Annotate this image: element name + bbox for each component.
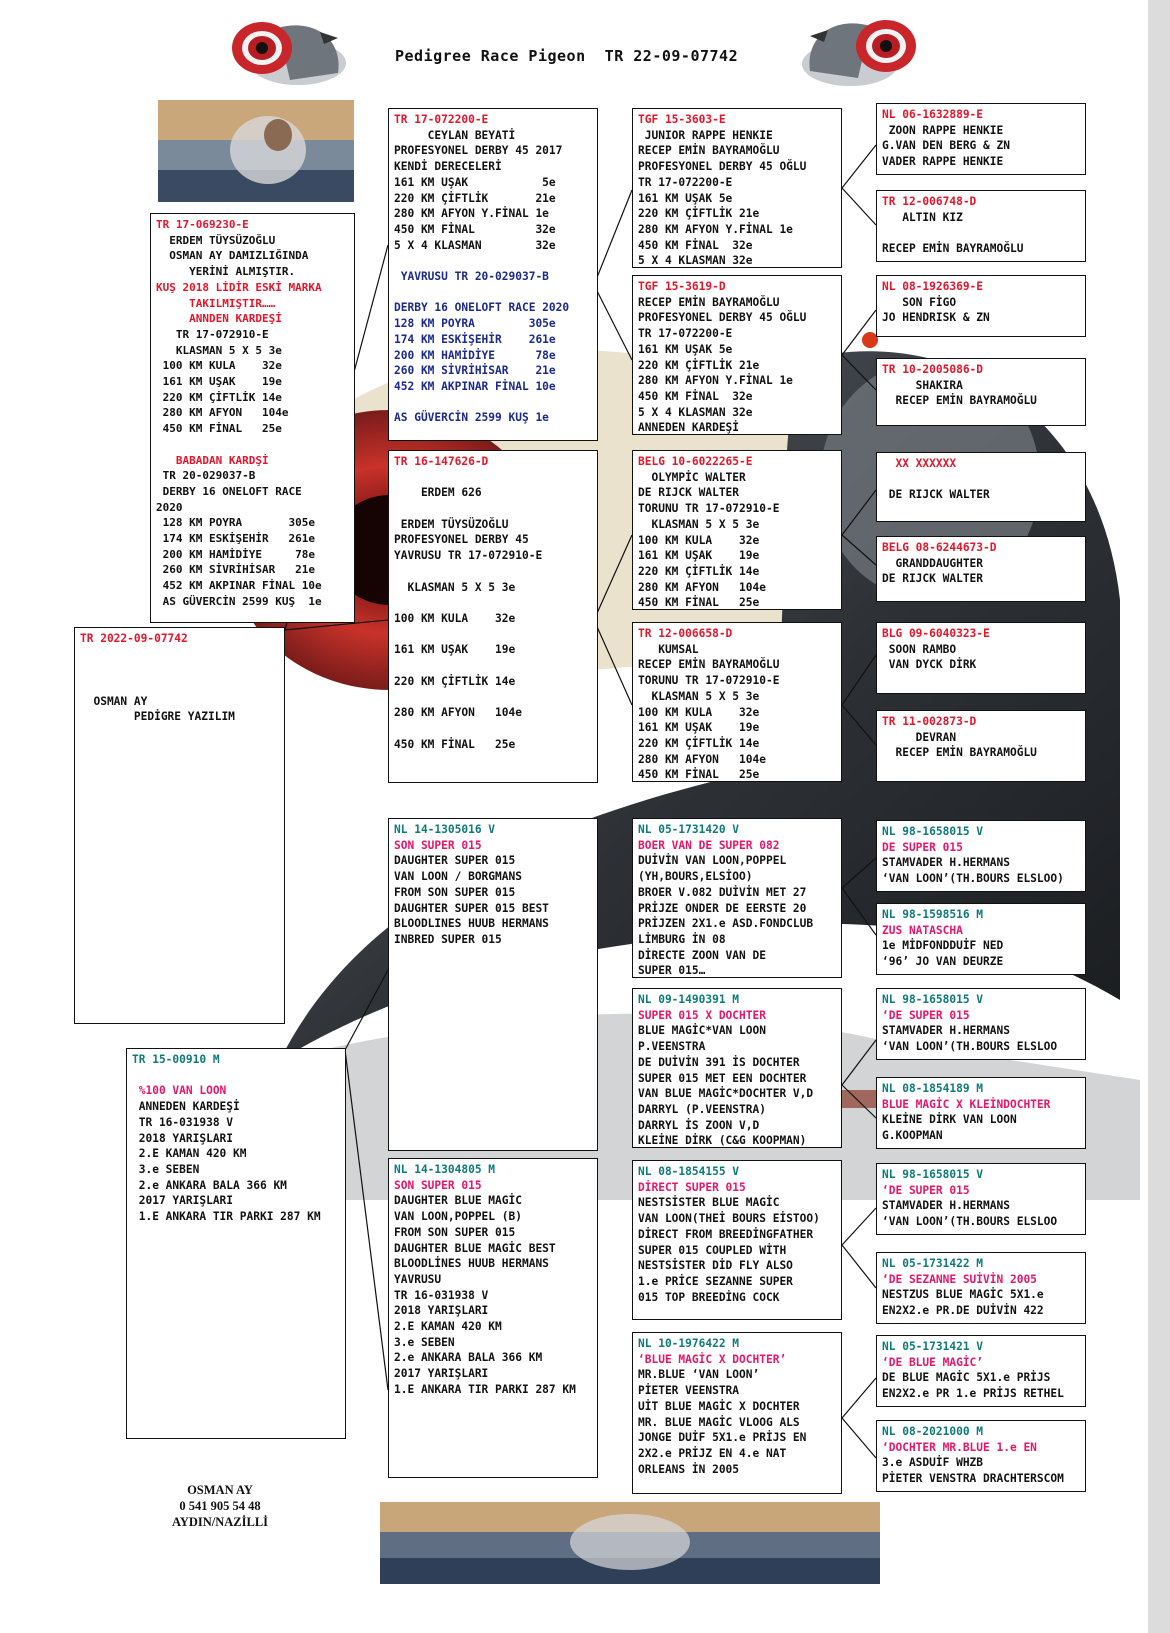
ggp-2-line (882, 225, 1080, 241)
half-sister-box (126, 1048, 346, 1439)
son-super-1-line: BLOODLINES HUUB HERMANS (394, 917, 549, 931)
great-grandparent-12-box (876, 1077, 1086, 1149)
son-super-2-line: 2018 YARIŞLARI (394, 1304, 489, 1318)
left-brother-line: 2020 (156, 500, 183, 514)
g-dam-sire-line: TORUNU TR 17-072910-E (638, 502, 780, 516)
son-super-2-line: FROM SON SUPER 015 (394, 1225, 516, 1239)
ggp-6-line: DE RIJCK WALTER (882, 572, 984, 586)
ggp-10-line: ‘96’ JO VAN DEURZE (882, 955, 1004, 969)
ggp-10-line: ZUS NATASCHA (882, 923, 963, 937)
dam-2-box (388, 1158, 598, 1478)
g-sire-dam-line: 5 X 4 KLASMAN 32e (638, 405, 753, 419)
left-brother-line: TR 20-029037-B (156, 469, 256, 483)
blue-magic-x-dochter-line: 2X2.e PRİJZ EN 4.e NAT (638, 1446, 787, 1460)
g-sire-dam-line: ANNEDEN KARDEŞİ (638, 421, 740, 435)
ggp-15-line: DE BLUE MAGİC 5X1.e PRİJS (882, 1371, 1051, 1385)
main-bird-box (74, 627, 285, 1024)
great-grandparent-14-box (876, 1252, 1086, 1324)
direct-super-line: NL 08-1854155 V (638, 1165, 740, 1178)
g-sire-dam-line: RECEP EMİN BAYRAMOĞLU (638, 295, 780, 309)
ggp-8-line: DEVRAN (882, 730, 957, 744)
dam-line: TR 16-147626-D (394, 455, 489, 468)
dam-line (394, 689, 592, 705)
left-brother-line: TR 17-072910-E (156, 327, 269, 341)
dam-line (394, 595, 592, 611)
granddam-3-box (632, 988, 842, 1148)
left-brother-line: DERBY 16 ONELOFT RACE (156, 484, 302, 498)
blue-magic-x-dochter-line: MR.BLUE ‘VAN LOON’ (638, 1368, 760, 1382)
ggp-13-line: STAMVADER H.HERMANS (882, 1199, 1010, 1213)
ggp-3-line: JO HENDRISK & ZN (882, 311, 990, 325)
main-bird-line: OSMAN AY (80, 694, 148, 708)
ggp-6-line: BELG 08-6244673-D (882, 541, 997, 554)
son-super-2-line: 2.e ANKARA BALA 366 KM (394, 1351, 543, 1365)
boer-van-de-super-line: BOER VAN DE SUPER 082 (638, 838, 780, 852)
g-dam-dam-line: TORUNU TR 17-072910-E (638, 674, 780, 688)
ggp-15-line: ‘DE BLUE MAGİC’ (882, 1355, 984, 1369)
sire-line: 260 KM SİVRİHİSAR 21e (394, 364, 556, 378)
dam-line: PROFESYONEL DERBY 45 (394, 533, 529, 547)
main-bird-line: PEDİGRE YAZILIM (80, 710, 235, 724)
direct-super-line: 1.e PRİCE SEZANNE SUPER (638, 1274, 793, 1288)
left-sister-line: 3.e SEBEN (132, 1162, 200, 1176)
direct-super-line: 015 TOP BREEDİNG COCK (638, 1290, 780, 1304)
sire-line: KENDİ DERECELERİ (394, 160, 502, 174)
ggp-14-line: NESTZUS BLUE MAGİC 5X1.e (882, 1288, 1044, 1302)
dam-line: YAVRUSU TR 17-072910-E (394, 549, 543, 563)
ggp-13-line: NL 98-1658015 V (882, 1168, 984, 1181)
ggp-1-line: VADER RAPPE HENKIE (882, 155, 1004, 169)
g-sire-sire-line: 5 X 4 KLASMAN 32e (638, 254, 753, 268)
son-super-2-line: SON SUPER 015 (394, 1178, 482, 1192)
ggp-7-line: SOON RAMBO (882, 642, 957, 656)
sire-line: YAVRUSU TR 20-029037-B (394, 270, 549, 284)
ggp-13-line: ‘VAN LOON’(TH.BOURS ELSLOO (882, 1215, 1058, 1229)
ggp-12-line: NL 08-1854189 M (882, 1082, 984, 1095)
g-dam-dam-line: KLASMAN 5 X 5 3e (638, 689, 760, 703)
left-brother-line: TR 17-069230-E (156, 218, 249, 231)
left-sister-line: ANNEDEN KARDEŞİ (132, 1100, 240, 1114)
sire-line: PROFESYONEL DERBY 45 2017 (394, 144, 563, 158)
left-brother-line: 450 KM FİNAL 25e (156, 422, 282, 436)
ggp-14-line: ‘DE SEZANNE SUİVİN 2005 (882, 1272, 1037, 1286)
ggp-10-line: 1e MİDFONDDUİF NED (882, 939, 1004, 953)
son-super-2-line: TR 16-031938 V (394, 1288, 489, 1302)
granddam-2-box (632, 622, 842, 782)
dam-line: 280 KM AFYON 104e (394, 706, 522, 720)
g-sire-sire-line: PROFESYONEL DERBY 45 OĞLU (638, 160, 807, 174)
sire-line: 200 KM HAMİDİYE 78e (394, 348, 556, 362)
son-super-2-line: DAUGHTER BLUE MAGİC BEST (394, 1241, 556, 1255)
left-brother-line: ANNDEN KARDEŞİ (156, 312, 282, 326)
left-sister-line: 2.E KAMAN 420 KM (132, 1147, 247, 1161)
ggp-9-line: DE SUPER 015 (882, 840, 963, 854)
direct-super-line: DİRECT FROM BREEDİNGFATHER (638, 1227, 814, 1241)
grandsire-1-box (632, 108, 842, 268)
great-grandparent-3-box (876, 275, 1086, 337)
g-dam-sire-line: 280 KM AFYON 104e (638, 580, 766, 594)
g-sire-sire-line: RECEP EMİN BAYRAMOĞLU (638, 144, 780, 158)
g-sire-sire-line: 161 KM UŞAK 5e (638, 191, 733, 205)
ggp-12-line: G.KOOPMAN (882, 1129, 943, 1143)
g-sire-sire-line: 280 KM AFYON Y.FİNAL 1e (638, 222, 793, 236)
g-sire-dam-line: 220 KM ÇİFTLİK 21e (638, 358, 760, 372)
dam-line (394, 470, 592, 486)
boer-van-de-super-line: (YH,BOURS,ELSİOO) (638, 870, 753, 884)
ggp-2-line: RECEP EMİN BAYRAMOĞLU (882, 242, 1024, 256)
dam-line: KLASMAN 5 X 5 3e (394, 580, 516, 594)
great-grandparent-15-box (876, 1335, 1086, 1407)
super-x-dochter-line: DE DUİVİN 391 İS DOCHTER (638, 1055, 800, 1069)
great-grandparent-16-box (876, 1420, 1086, 1492)
left-brother-line: OSMAN AY DAMIZLIĞINDA (156, 249, 309, 263)
sire-line: DERBY 16 ONELOFT RACE 2020 (394, 301, 570, 315)
main-bird-line (80, 678, 279, 694)
sire-line: TR 17-072200-E (394, 113, 489, 126)
dam-line: 220 KM ÇİFTLİK 14e (394, 674, 516, 688)
great-grandparent-4-box (876, 358, 1086, 426)
ggp-14-line: NL 05-1731422 M (882, 1257, 984, 1270)
g-dam-sire-line: KLASMAN 5 X 5 3e (638, 517, 760, 531)
g-dam-dam-line: 280 KM AFYON 104e (638, 752, 766, 766)
g-sire-dam-line: TGF 15-3619-D (638, 280, 726, 293)
left-sister-line (132, 1068, 340, 1084)
left-brother-line: YERİNİ ALMIŞTIR. (156, 265, 296, 279)
g-dam-sire-line: DE RIJCK WALTER (638, 486, 740, 500)
direct-super-line: VAN LOON(THEİ BOURS EİSTOO) (638, 1212, 820, 1226)
breeder-contact (150, 1482, 290, 1530)
g-sire-sire-line: TGF 15-3603-E (638, 113, 726, 126)
g-sire-dam-line: 280 KM AFYON Y.FİNAL 1e (638, 374, 793, 388)
grandsire-2-box (632, 450, 842, 610)
dam-line: ERDEM 626 (394, 486, 482, 500)
left-sister-line: 2018 YARIŞLARI (132, 1131, 234, 1145)
great-grandparent-11-box (876, 988, 1086, 1060)
granddam-1-box (632, 275, 842, 435)
ggp-10-line: NL 98-1598516 M (882, 908, 984, 921)
son-super-2-line: NL 14-1304805 M (394, 1163, 496, 1176)
left-brother-line (156, 437, 349, 453)
left-brother-line: 200 KM HAMİDİYE 78e (156, 547, 315, 561)
page-title: Pedigree Race Pigeon TR 22-09-07742 (395, 47, 739, 65)
great-grandparent-10-box (876, 903, 1086, 975)
super-x-dochter-line: P.VEENSTRA (638, 1040, 706, 1054)
ggp-1-line: G.VAN DEN BERG & ZN (882, 139, 1010, 153)
boer-van-de-super-line: LİMBURG İN 08 (638, 932, 726, 946)
ggp-5-line (882, 472, 1080, 488)
super-x-dochter-line: KLEİNE DİRK (C&G KOOPMAN) (638, 1134, 807, 1148)
ggp-3-line: SON FİGO (882, 295, 957, 309)
g-sire-sire-line: 450 KM FİNAL 32e (638, 238, 753, 252)
great-grandparent-5-box (876, 452, 1086, 522)
boer-van-de-super-line: PRİJZEN 2X1.e ASD.FONDCLUB (638, 917, 814, 931)
g-sire-sire-line: JUNIOR RAPPE HENKIE (638, 128, 773, 142)
main-bird-line (80, 647, 279, 663)
g-sire-dam-line: PROFESYONEL DERBY 45 OĞLU (638, 311, 807, 325)
ggp-15-line: NL 05-1731421 V (882, 1340, 984, 1353)
left-sister-line: 1.E ANKARA TIR PARKI 287 KM (132, 1210, 321, 1224)
ggp-7-line: BLG 09-6040323-E (882, 627, 990, 640)
left-brother-line: 100 KM KULA 32e (156, 359, 282, 373)
dam-line: ERDEM TÜYSÜZOĞLU (394, 517, 509, 531)
ggp-16-line: NL 08-2021000 M (882, 1425, 984, 1438)
left-sister-line: TR 16-031938 V (132, 1115, 234, 1129)
direct-super-line: NESTSİSTER DİD FLY ALSO (638, 1259, 793, 1273)
dam-line (394, 501, 592, 517)
ggp-16-line: 3.e ASDUİF WHZB (882, 1456, 984, 1470)
sire-line: 128 KM POYRA 305e (394, 317, 556, 331)
dam-line (394, 564, 592, 580)
sire-line (394, 285, 592, 301)
g-dam-dam-line: 450 KM FİNAL 25e (638, 768, 760, 782)
granddam-4-box (632, 1332, 842, 1494)
blue-magic-x-dochter-line: ORLEANS İN 2005 (638, 1462, 740, 1476)
g-dam-dam-line: 161 KM UŞAK 19e (638, 721, 760, 735)
blue-magic-x-dochter-line: MR. BLUE MAGİC VLOOG ALS (638, 1415, 800, 1429)
ggp-9-line: STAMVADER H.HERMANS (882, 856, 1010, 870)
sire-2-box (388, 818, 598, 1151)
dam-line: 100 KM KULA 32e (394, 611, 516, 625)
left-brother-line: KLASMAN 5 X 5 3e (156, 343, 282, 357)
grandsire-3-box (632, 818, 842, 978)
g-sire-sire-line: TR 17-072200-E (638, 175, 733, 189)
ggp-5-line: DE RIJCK WALTER (882, 488, 990, 502)
g-dam-sire-line: 161 KM UŞAK 19e (638, 549, 760, 563)
direct-super-line: DİRECT SUPER 015 (638, 1180, 746, 1194)
left-brother-line: 161 KM UŞAK 19e (156, 375, 282, 389)
ggp-11-line: NL 98-1658015 V (882, 993, 984, 1006)
ggp-14-line: EN2X2.e PR.DE DUİVİN 422 (882, 1304, 1044, 1318)
left-brother-line: 452 KM AKPINAR FİNAL 10e (156, 579, 322, 593)
left-sister-line: TR 15-00910 M (132, 1053, 220, 1066)
super-x-dochter-line: DARRYL İS ZOON V,D (638, 1118, 760, 1132)
sire-line: CEYLAN BEYATİ (394, 128, 516, 142)
g-dam-dam-line: 220 KM ÇİFTLİK 14e (638, 736, 760, 750)
left-brother-line: BABADAN KARDŞİ (156, 453, 269, 467)
ggp-13-line: ‘DE SUPER 015 (882, 1183, 970, 1197)
direct-super-line: SUPER 015 COUPLED WİTH (638, 1243, 787, 1257)
super-x-dochter-line: SUPER 015 MET EEN DOCHTER (638, 1071, 807, 1085)
ggp-12-line: KLEİNE DİRK VAN LOON (882, 1113, 1017, 1127)
son-super-1-line: NL 14-1305016 V (394, 823, 496, 836)
g-dam-sire-line: 220 KM ÇİFTLİK 14e (638, 564, 760, 578)
son-super-2-line: 3.e SEBEN (394, 1335, 455, 1349)
left-brother-line: AS GÜVERCİN 2599 KUŞ 1e (156, 594, 322, 608)
great-grandparent-1-box (876, 103, 1086, 175)
ggp-16-line: ‘DOCHTER MR.BLUE 1.e EN (882, 1440, 1037, 1454)
ggp-1-line: NL 06-1632889-E (882, 108, 984, 121)
super-x-dochter-line: VAN BLUE MAGİC*DOCHTER V,D (638, 1087, 814, 1101)
left-brother-line: 280 KM AFYON 104e (156, 406, 289, 420)
great-grandparent-13-box (876, 1163, 1086, 1235)
son-super-2-line: BLOODLİNES HUUB HERMANS (394, 1257, 549, 1271)
g-dam-sire-line: 450 KM FİNAL 25e (638, 596, 760, 610)
half-brother-box (150, 213, 355, 623)
ggp-3-line: NL 08-1926369-E (882, 280, 984, 293)
boer-van-de-super-line: DİRECTE ZOON VAN DE (638, 948, 766, 962)
ggp-6-line: GRANDDAUGHTER (882, 556, 984, 570)
blue-magic-x-dochter-line: PİETER VEENSTRA (638, 1384, 740, 1398)
great-grandparent-9-box (876, 820, 1086, 892)
sire-line (394, 253, 592, 269)
g-dam-dam-line: RECEP EMİN BAYRAMOĞLU (638, 658, 780, 672)
left-sister-line: 2017 YARIŞLARI (132, 1194, 234, 1208)
ggp-1-line: ZOON RAPPE HENKIE (882, 123, 1004, 137)
great-grandparent-2-box (876, 190, 1086, 262)
son-super-1-line: INBRED SUPER 015 (394, 932, 502, 946)
ggp-12-line: BLUE MAGİC X KLEİNDOCHTER (882, 1097, 1051, 1111)
sire-line: 450 KM FİNAL 32e (394, 222, 556, 236)
g-sire-sire-line: 220 KM ÇİFTLİK 21e (638, 207, 760, 221)
main-bird-line (80, 662, 279, 678)
left-brother-line: TAKILMIŞTIR…… (156, 296, 276, 310)
left-sister-line: 2.e ANKARA BALA 366 KM (132, 1178, 287, 1192)
boer-van-de-super-line: DUİVİN VAN LOON,POPPEL (638, 854, 787, 868)
sire-line: 220 KM ÇİFTLİK 21e (394, 191, 556, 205)
son-super-2-line: 2017 YARIŞLARI (394, 1367, 489, 1381)
ggp-4-line: SHAKIRA (882, 378, 963, 392)
super-x-dochter-line: BLUE MAGİC*VAN LOON (638, 1024, 766, 1038)
sire-line: 174 KM ESKİŞEHİR 261e (394, 332, 556, 346)
breeder-name: OSMAN AY (187, 1483, 253, 1497)
dam-line (394, 627, 592, 643)
breeder-phone: 0 541 905 54 48 (179, 1499, 261, 1513)
great-grandparent-6-box (876, 536, 1086, 602)
ggp-15-line: EN2X2.e PR 1.e PRİJS RETHEL (882, 1387, 1064, 1401)
ggp-9-line: NL 98-1658015 V (882, 825, 984, 838)
left-brother-line: 220 KM ÇİFTLİK 14e (156, 390, 282, 404)
son-super-2-line: DAUGHTER BLUE MAGİC (394, 1194, 522, 1208)
boer-van-de-super-line: PRİJZE ONDER DE EERSTE 20 (638, 901, 807, 915)
blue-magic-x-dochter-line: JONGE DUİF 5X1.e PRİJS EN (638, 1431, 807, 1445)
dam-box (388, 450, 598, 783)
ggp-8-line: TR 11-002873-D (882, 715, 977, 728)
ggp-11-line: ‘VAN LOON’(TH.BOURS ELSLOO (882, 1040, 1058, 1054)
son-super-2-line: YAVRUSU (394, 1272, 442, 1286)
great-grandparent-7-box (876, 622, 1086, 694)
sire-line: 161 KM UŞAK 5e (394, 175, 556, 189)
g-dam-dam-line: 100 KM KULA 32e (638, 705, 760, 719)
left-brother-line: 174 KM ESKİŞEHİR 261e (156, 532, 315, 546)
ggp-7-line: VAN DYCK DİRK (882, 658, 977, 672)
blue-magic-x-dochter-line: ‘BLUE MAGİC X DOCHTER’ (638, 1352, 787, 1366)
main-bird-line: TR 2022-09-07742 (80, 632, 188, 645)
ggp-5-line: XX XXXXXX (882, 457, 957, 470)
boer-van-de-super-line: BROER V.082 DUİVİN MET 27 (638, 885, 807, 899)
ggp-11-line: ‘DE SUPER 015 (882, 1008, 970, 1022)
super-x-dochter-line: DARRYL (P.VEENSTRA) (638, 1102, 766, 1116)
g-dam-dam-line: KUMSAL (638, 642, 699, 656)
super-x-dochter-line: SUPER 015 X DOCHTER (638, 1008, 766, 1022)
ggp-2-line: TR 12-006748-D (882, 195, 977, 208)
left-brother-line: ERDEM TÜYSÜZOĞLU (156, 233, 276, 247)
son-super-1-line: DAUGHTER SUPER 015 (394, 854, 516, 868)
dam-line: 161 KM UŞAK 19e (394, 643, 516, 657)
sire-line: 280 KM AFYON Y.FİNAL 1e (394, 207, 549, 221)
g-sire-dam-line: TR 17-072200-E (638, 327, 733, 341)
dam-line (394, 658, 592, 674)
ggp-9-line: ‘VAN LOON’(TH.BOURS ELSLOO) (882, 872, 1064, 886)
son-super-2-line: 2.E KAMAN 420 KM (394, 1320, 502, 1334)
left-sister-line: %100 VAN LOON (132, 1084, 227, 1098)
g-dam-sire-line: 100 KM KULA 32e (638, 533, 760, 547)
ggp-11-line: STAMVADER H.HERMANS (882, 1024, 1010, 1038)
dam-line: 450 KM FİNAL 25e (394, 737, 516, 751)
ggp-8-line: RECEP EMİN BAYRAMOĞLU (882, 746, 1037, 760)
ggp-2-line: ALTIN KIZ (882, 210, 963, 224)
blue-magic-x-dochter-line: UİT BLUE MAGİC X DOCHTER (638, 1399, 800, 1413)
left-brother-line: KUŞ 2018 LİDİR ESKİ MARKA (156, 280, 322, 294)
sire-line: 5 X 4 KLASMAN 32e (394, 238, 556, 252)
son-super-2-line: VAN LOON,POPPEL (B) (394, 1210, 522, 1224)
son-super-1-line: FROM SON SUPER 015 (394, 885, 516, 899)
blue-magic-x-dochter-line: NL 10-1976422 M (638, 1337, 740, 1350)
great-grandparent-8-box (876, 710, 1086, 782)
sire-line (394, 395, 592, 411)
g-sire-dam-line: 161 KM UŞAK 5e (638, 342, 733, 356)
grandsire-4-box (632, 1160, 842, 1320)
sire-line: 452 KM AKPINAR FİNAL 10e (394, 379, 556, 393)
boer-van-de-super-line: SUPER 015… (638, 964, 706, 978)
son-super-2-line: 1.E ANKARA TIR PARKI 287 KM (394, 1382, 576, 1396)
g-dam-sire-line: OLYMPİC WALTER (638, 470, 746, 484)
son-super-1-line: VAN LOON / BORGMANS (394, 870, 522, 884)
ggp-4-line: RECEP EMİN BAYRAMOĞLU (882, 394, 1037, 408)
g-sire-dam-line: 450 KM FİNAL 32e (638, 389, 753, 403)
left-brother-line: 128 KM POYRA 305e (156, 516, 315, 530)
son-super-1-line: SON SUPER 015 (394, 838, 482, 852)
left-brother-line: 260 KM SİVRİHİSAR 21e (156, 563, 315, 577)
direct-super-line: NESTSİSTER BLUE MAGİC (638, 1196, 780, 1210)
g-dam-dam-line: TR 12-006658-D (638, 627, 733, 640)
boer-van-de-super-line: NL 05-1731420 V (638, 823, 740, 836)
son-super-1-line: DAUGHTER SUPER 015 BEST (394, 901, 549, 915)
super-x-dochter-line: NL 09-1490391 M (638, 993, 740, 1006)
ggp-16-line: PİETER VENSTRA DRACHTERSCOM (882, 1472, 1064, 1486)
ggp-4-line: TR 10-2005086-D (882, 363, 984, 376)
sire-box (388, 108, 598, 441)
g-dam-sire-line: BELG 10-6022265-E (638, 455, 753, 468)
breeder-city: AYDIN/NAZİLLİ (171, 1515, 269, 1529)
dam-line (394, 721, 592, 737)
sire-line: AS GÜVERCİN 2599 KUŞ 1e (394, 411, 549, 425)
